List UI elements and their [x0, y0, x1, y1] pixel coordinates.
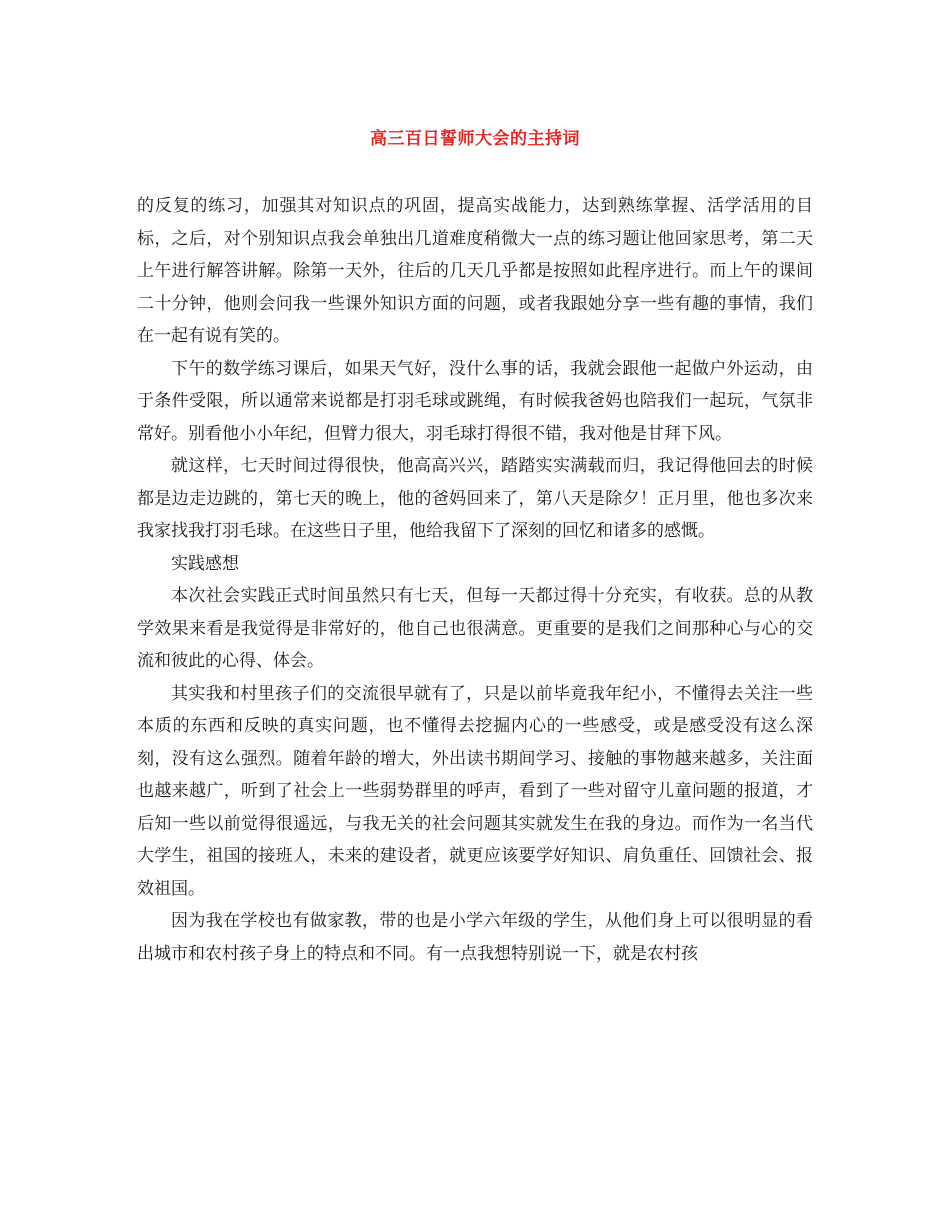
paragraph: 本次社会实践正式时间虽然只有七天，但每一天都过得十分充实，有收获。总的从教学效果来看是我觉得是非常好的，他自己也很满意。更重要的是我们之间那种心与心的交流和彼此的心得、体会。 [137, 586, 813, 671]
section-heading: 实践感想 [171, 553, 239, 574]
document-body [137, 190, 813, 970]
paragraph: 就这样，七天时间过得很快，他高高兴兴，踏踏实实满载而归，我记得他回去的时候都是边走边跳的，第七天的晚上，他的爸妈回来了，第八天是除夕！正月里，他也多次来我家找我打羽毛球。在这些日子里，他给我留下了深刻的回忆和诸多的感慨。 [137, 456, 813, 541]
document-title: 高三百日誓师大会的主持词 [370, 129, 580, 149]
paragraph: 的反复的练习，加强其对知识点的巩固，提高实战能力，达到熟练掌握、活学活用的目标，之后，对个别知识点我会单独出几道难度稍微大一点的练习题让他回家思考，第二天上午进行解答讲解。除第一天外，往后的几天几乎都是按照如此程序进行。而上午的课间二十分钟，他则会问我一些课外知识方面的问题，或者我跟她分享一些有趣的事情，我们在一起有说有笑的。 [137, 196, 813, 346]
paragraph: 下午的数学练习课后，如果天气好，没什么事的话，我就会跟他一起做户外运动，由于条件受限，所以通常来说都是打羽毛球或跳绳，有时候我爸妈也陪我们一起玩，气氛非常好。别看他小小年纪，但臂力很大，羽毛球打得很不错，我对他是甘拜下风。 [137, 358, 813, 444]
paragraph: 因为我在学校也有做家教，带的也是小学六年级的学生，从他们身上可以很明显的看出城市和农村孩子身上的特点和不同。有一点我想特别说一下，就是农村孩 [137, 911, 813, 964]
paragraph: 其实我和村里孩子们的交流很早就有了，只是以前毕竟我年纪小，不懂得去关注一些本质的东西和反映的真实问题，也不懂得去挖掘内心的一些感受，或是感受没有这么深刻，没有这么强烈。随着年龄的增大，外出读书期间学习、接触的事物越来越多，关注面也越来越广，听到了社会上一些弱势群里的呼声，看到了一些对留守儿童问题的报道，才后知一些以前觉得很遥远，与我无关的社会问题其实就发生在我的身边。而作为一名当代大学生，祖国的接班人，未来的建设者，就更应该要学好知识、肩负重任、回馈社会、报效祖国。 [137, 683, 813, 899]
